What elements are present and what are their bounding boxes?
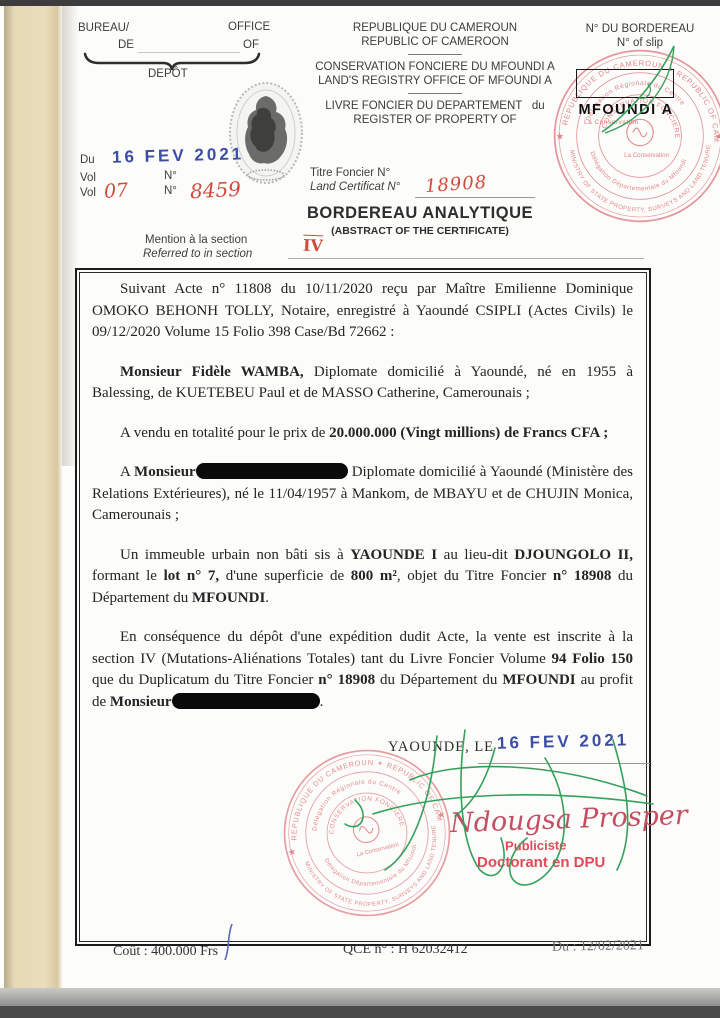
signature-scribble [315,718,660,896]
closing-place-label: YAOUNDE, LE [388,739,495,755]
paragraph-prix: A vendu en totalité pour le prix de 20.000.000 (Vingt millions) de Francs CFA ; [120,424,609,441]
no-label-2: N° [164,185,177,197]
mention-line [288,258,644,259]
document-title: BORDEREAU ANALYTIQUE [306,204,534,222]
redaction-bar [172,693,320,709]
scan-shadow-bottom [0,988,720,1006]
bordereau-no-en: N° of slip [616,37,664,49]
mfoundi-box-subtext: La Conservation [584,119,639,126]
country-fr: REPUBLIQUE DU CAMEROUN [352,22,518,34]
du-label: Du [80,154,95,166]
signatory-title-2: Doctorant en DPU [477,854,606,871]
paragraph-acte: Suivant Acte n° 11808 du 10/11/2020 reçu par Maître Emilienne Dominique OMOKO BEHONH TOLLY, Notaire, enregistré à Yaoundé CSIPLI (Actes Civils) le 09/12/2020 Volume 15 Folio 398 Case/Bd 72662 : [92,281,633,340]
mention-fr: Mention à la section [145,234,248,246]
mention-en: Referred to in section [143,248,253,260]
document-page [0,6,720,988]
footer-qce-number: QCE n° : H 62032412 [343,942,468,957]
document-subtitle: (ABSTRACT OF THE CERTIFICATE) [331,225,509,237]
conservation-en: LAND'S REGISTRY OFFICE OF MFOUNDI A [318,74,552,87]
blue-pen-mark-icon [222,924,236,960]
depot-label: DEPÔT [148,68,188,80]
paragraph-immeuble: Un immeuble urbain non bâti sis à YAOUNDE I au lieu-dit DJOUNGOLO II, formant le lot n° 7, d'une superficie de 800 m², objet du Titre Foncier n° 18908 du Département du MFOUNDI. [92,546,634,606]
date-stamp-bottom: 16 FEV 2021 [496,730,630,753]
titre-foncier-en: Land Certificat N° [310,181,401,193]
vol-label-1: Vol [80,172,96,184]
mention-handwritten-value: $\overline{IV}$ [302,235,324,256]
document-title-block [260,204,580,237]
vol-label-2: Vol [80,187,96,199]
paragraph-inscription: En conséquence du dépôt d'une expédition dudit Acte, la vente est inscrite à la section IV (Mutations-Aliénations Totales) tant du Livre Foncier Volume 94 Folio 150 que du Duplicatum du Titre Foncier n° 18908 du Département du MFOUNDI au profit de Monsieur . [92,629,634,710]
green-pen-mark-icon [588,38,698,148]
footer-cost: Coût : 400.000 Frs [113,944,219,959]
titre-underline [415,197,535,198]
binder-edge [4,6,62,988]
signatory-title-1: Publiciste [504,837,567,854]
titre-handwritten-value: 18908 [424,171,488,198]
redaction-bar [196,463,348,479]
titre-foncier-fr: Titre Foncier N° [310,167,391,179]
livre-foncier-fr: LIVRE FONCIER DU DEPARTEMENT du [325,100,545,112]
divider [408,93,462,94]
scan-edge-bottom [0,1006,720,1018]
country-en: REPUBLIC OF CAMEROON [361,35,509,48]
paragraph-vendeur: Monsieur Fidèle WAMBA, Diplomate domicilié à Yaoundé, né en 1955 à Balessing, de KUETEBEU Paul et de MASSO Catherine, Camerounais ; [92,363,633,401]
office-label: OFFICE [228,21,271,33]
de-label: DE [118,39,134,51]
no-handwritten-value: 8459 [189,176,242,204]
signatory-name-stamp: Ndougsa Prosper [449,799,689,840]
mfoundi-box-label: MFOUNDI A [578,102,674,118]
date-stamp-top: 16 FEV 2021 [111,144,245,167]
bureau-label: BUREAU/ [78,22,130,34]
footer-date: Du : 12/02/2021 [551,938,644,955]
paragraph-acheteur: A Monsieur Diplomate domicilié à Yaoundé (Ministère des Relations Extérieures), né le 11/04/1957 à Mankom, de MBAYU et de CHUJIN Monica, Camerounais ; [92,464,633,523]
bordereau-no-fr: N° DU BORDEREAU [585,23,695,35]
vol-handwritten-value: 07 [103,179,129,203]
of-label: OF [243,39,259,51]
no-label-1: N° [164,170,177,182]
divider [408,54,462,55]
conservation-fr: CONSERVATION FONCIERE DU MFOUNDI A [315,61,555,73]
register-en: REGISTER OF PROPERTY OF [353,113,517,126]
header-center [285,22,585,127]
